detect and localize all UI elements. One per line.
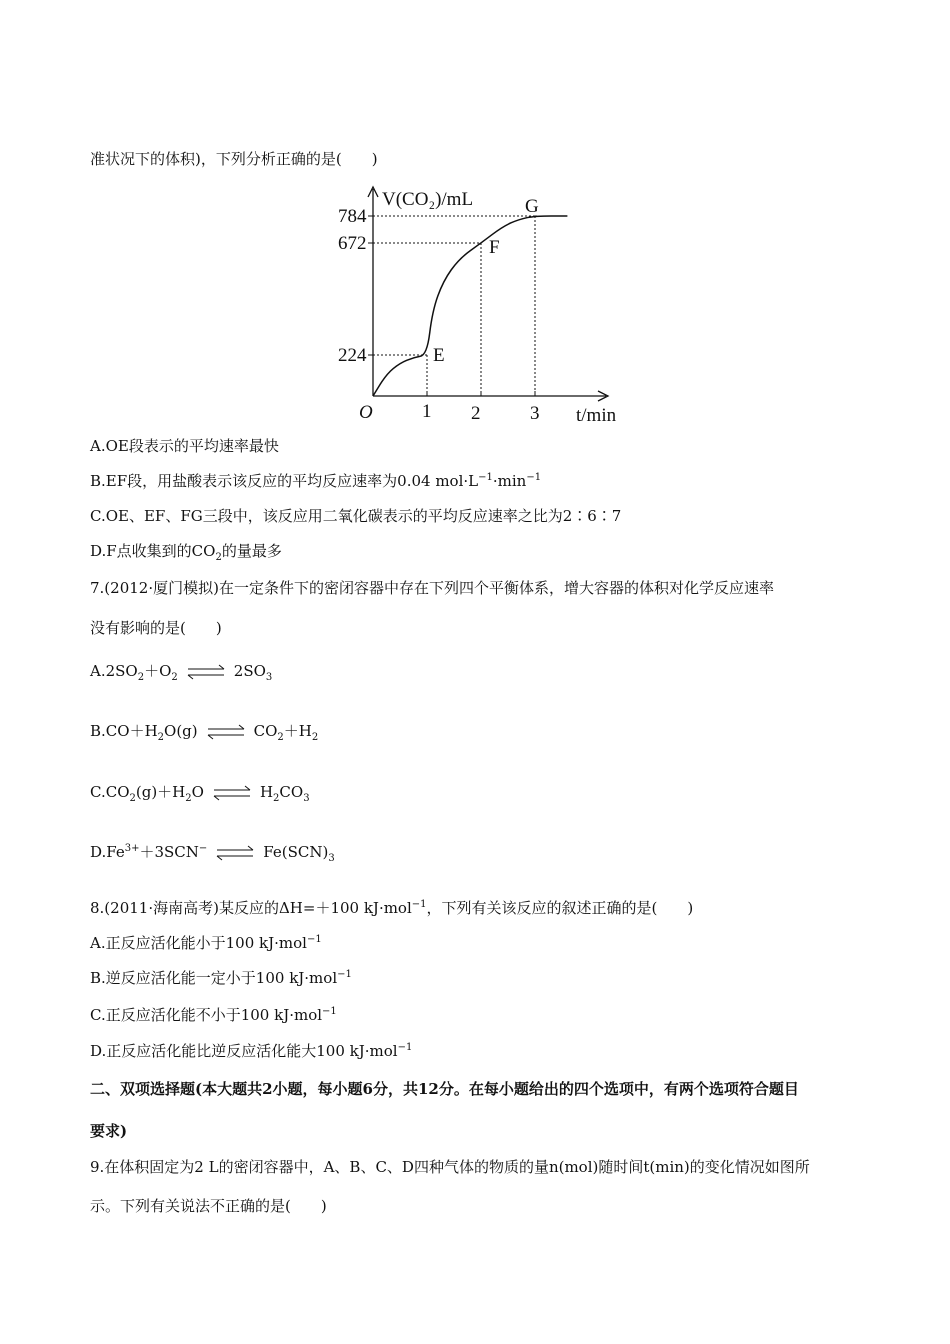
x-tick-label: 2 [471,403,481,424]
v-co2-time-chart [330,183,630,433]
q6-option-b: B.EF段，用盐酸表示该反应的平均反应速率为0.04 $mol\cdot L^{-1}\cdot\min^{-1}$ [90,472,542,490]
x-tick-label: 1 [422,401,432,422]
section-2-heading-line1: 二、双项选择题(本大题共2小题，每小题6分，共12分。在每小题给出的四个选项中，有两个选项符合题目 [90,1080,799,1098]
point-label-f: F [489,237,500,258]
q7-option-a: $A.2SO_2+O_2$ $2SO_3$ [90,662,273,683]
section-2-heading-line2: 要求) [90,1122,128,1140]
q6-option-d: D.F点收集到的$CO_2$的量最多 [90,542,282,563]
equilibrium-arrow-icon [213,843,257,863]
q7-stem-line2: 没有影响的是( ) [90,619,222,637]
q8-option-a: A.正反应活化能小于100 kJ·mol$^{-1}$ [90,934,322,952]
point-label-g: G [525,196,539,217]
equilibrium-arrow-icon [204,722,248,742]
q8-option-d: D.正反应活化能比逆反应活化能大100 kJ·mol$^{-1}$ [90,1042,413,1060]
equilibrium-arrow-icon [184,662,228,682]
x-tick-label: 3 [530,403,540,424]
q8-option-c: C.正反应活化能不小于100 kJ·mol$^{-1}$ [90,1006,337,1024]
q9-stem-line2: 示。下列有关说法不正确的是( ) [90,1197,327,1215]
origin-label: O [359,402,373,423]
y-tick-label: 784 [338,206,367,227]
q7-option-d: $D.Fe^{3+}+3SCN^-$ $Fe(SCN)_3$ [90,843,335,864]
q6-option-a: A.OE段表示的平均速率最快 [90,437,279,455]
point-labels [433,196,539,366]
q7-stem-line1: 7.(2012·厦门模拟)在一定条件下的密闭容器中存在下列四个平衡体系，增大容器的体积对化学反应速率 [90,579,774,597]
guide-lines [373,216,537,396]
equilibrium-arrow-icon [210,783,254,803]
x-axis-label: t/min [576,405,617,426]
q8-stem: 8.(2011·海南高考)某反应的ΔH=＋100 kJ·mol$^{-1}$，下列有关该反应的叙述正确的是( ) [90,899,694,917]
q7-option-b: $B.CO+H_2O(g)$ $CO_2+H_2$ [90,722,319,743]
y-tick-label: 224 [338,345,367,366]
y-tick-label: 672 [338,233,367,254]
y-axis-label: V(CO₂)/mL [382,189,474,210]
q6-stem-tail: 准状况下的体积)，下列分析正确的是( ) [90,150,378,168]
axes [368,187,608,401]
q9-stem-line1: 9.在体积固定为2 L的密闭容器中，A、B、C、D四种气体的物质的量n(mol)随时间t(min)的变化情况如图所 [90,1158,810,1176]
q6-option-c: C.OE、EF、FG三段中，该反应用二氧化碳表示的平均反应速率之比为2∶6∶7 [90,507,622,525]
tick-labels [338,206,540,424]
q8-option-b: B.逆反应活化能一定小于100 kJ·mol$^{-1}$ [90,969,352,987]
q7-option-c: $C.CO_2(g)+H_2O$ $H_2CO_3$ [90,783,310,804]
point-label-e: E [433,345,445,366]
